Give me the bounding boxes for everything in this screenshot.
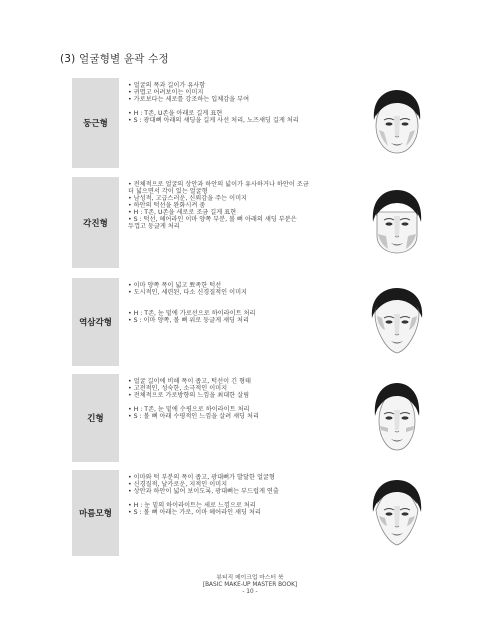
description-line: • 고전적인, 성숙한, 소극적인 이미지 (128, 385, 228, 392)
description-line: • 상안과 하안이 넓어 보이도록, 광대뼈는 부드럽게 연출 (128, 488, 279, 495)
description-line: • 하안의 턱선을 완화시켜 줌 (128, 202, 206, 209)
description-line (128, 399, 380, 406)
description-line: 더 넓으면서 각이 있는 얼굴형 (128, 188, 208, 195)
description-line: • 얼굴 길이에 비해 폭이 좁고, 턱선이 긴 형태 (128, 378, 251, 385)
face-illustration-icon (366, 86, 428, 162)
description-line: • H : 눈 밑의 하이라이트는 세로 느낌으로 처리 (128, 502, 256, 509)
description-line: • 남성적, 고급스러운, 신뢰감을 주는 이미지 (128, 195, 248, 202)
row-label: 마름모형 (72, 470, 119, 556)
row-label: 긴형 (72, 374, 119, 462)
face-illustration-icon (366, 186, 428, 262)
description-line: • 가로보다는 세로를 강조하는 입체감을 부여 (128, 96, 250, 103)
face-illustration-icon (366, 476, 428, 552)
description-line: • H : T존, 눈 밑에 수평으로 하이라이트 처리 (128, 406, 250, 413)
row-label: 각진형 (72, 177, 119, 268)
row-description (128, 282, 380, 324)
description-line: • 전체적으로 얼굴의 상안과 하안의 넓이가 유사하거나 하안이 조금 (128, 181, 309, 188)
description-line: • 이마 양쪽 폭이 넓고 뾰족한 턱선 (128, 282, 222, 289)
description-line: • 이마와 턱 부분의 폭이 좁고, 광대뼈가 발달한 얼굴형 (128, 474, 275, 481)
row-label: 역삼각형 (72, 278, 119, 366)
section-title: (3) 얼굴형별 윤곽 수정 (60, 53, 169, 65)
face-illustration-icon (366, 284, 428, 360)
footer-book-title: 뷰티직 메이크업 마스터 북 (216, 575, 284, 581)
page-footer (0, 575, 500, 596)
description-line: 두껍고 둥글게 처리 (128, 223, 180, 230)
description-line (128, 103, 380, 110)
description-line: • 신경질적, 날카로운, 지적인 이미지 (128, 481, 228, 488)
page-number: - 10 - (242, 589, 258, 595)
description-line (128, 495, 380, 502)
face-illustration-icon (366, 380, 428, 456)
description-line: • H : T존, U존을 세로로 조금 길게 표현 (128, 209, 237, 216)
row-description (128, 82, 380, 124)
description-line: • S : 볼 뼈 아래는 가로, 이마 헤어라인 섀딩 처리 (128, 509, 261, 516)
description-line (128, 303, 380, 310)
description-line: • H : T존, 눈 밑에 가로선으로 하이라이트 처리 (128, 310, 256, 317)
row-description (128, 474, 380, 516)
description-line: • 귀엽고 어려보이는 이미지 (128, 89, 204, 96)
description-line: • S : 이마 양쪽, 볼 뼈 위로 둥글게 섀딩 처리 (128, 317, 249, 324)
description-line: • H : T존, U존을 아래로 길게 표현 (128, 110, 223, 117)
description-line: • 전체적으로 가로방향의 느낌을 최대한 살림 (128, 392, 250, 399)
description-line: • 얼굴의 폭과 길이가 유사함 (128, 82, 206, 89)
description-line: • S : 광대뼈 아래의 섀딩을 길게 사선 처리, 노즈섀딩 길게 처리 (128, 117, 299, 124)
row-label: 둥근형 (72, 78, 119, 168)
description-line: • S : 볼 뼈 아래 수평적인 느낌을 살려 섀딩 처리 (128, 413, 259, 420)
description-line: • S : 턱선, 헤어라인 이마 양쪽 부분, 볼 뼈 아래의 섀딩 부분은 (128, 216, 297, 223)
description-line: • 도시적인, 세련된, 다소 신경질적인 이미지 (128, 289, 248, 296)
row-description (128, 181, 380, 230)
description-line (128, 296, 380, 303)
row-description (128, 378, 380, 420)
footer-book-subtitle: [BASIC MAKE-UP MASTER BOOK] (202, 582, 298, 588)
